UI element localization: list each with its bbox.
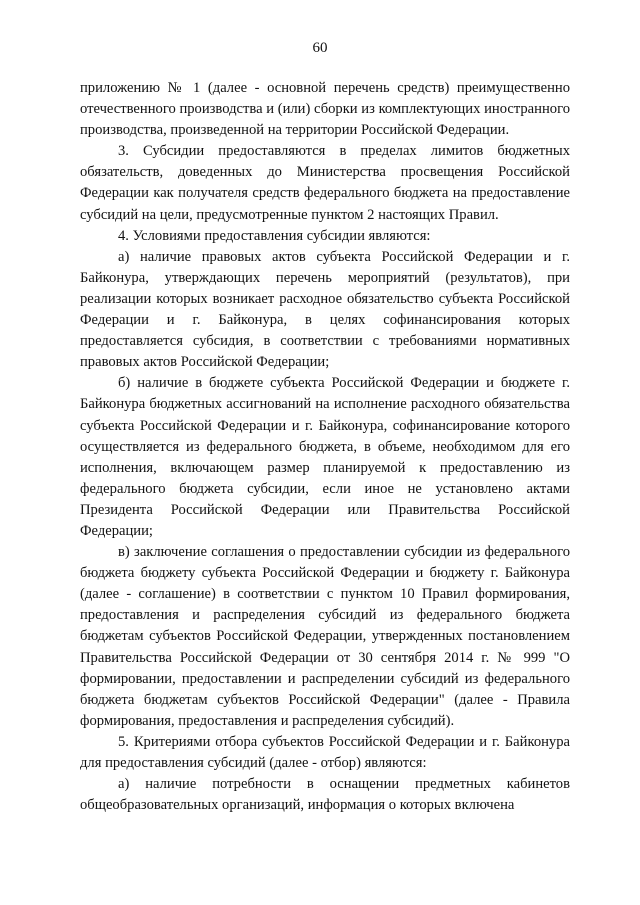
paragraph-clause-4b: б) наличие в бюджете субъекта Российской Федерации и бюджете г. Байконура бюджетных ассигнований на исполнение расходного обязательства субъекта Российской Федерации и г. Байконура, софинансирование которого осуществляется из федерального бюджета, в объеме, необходимом для его исполнения, включающем размер планируемой к предоставлению из федерального бюджета субсидии, если иное не установлено актами Президента Российской Федерации или Правительства Российской Федерации; — [80, 375, 570, 539]
paragraph-clause-5: 5. Критериями отбора субъектов Российской Федерации и г. Байконура для предоставления субсидий (далее - отбор) являются: — [80, 733, 570, 771]
paragraph-clause-5a: а) наличие потребности в оснащении предметных кабинетов общеобразовательных организаций, информация о которых включена — [80, 776, 570, 814]
page-number: 60 — [312, 40, 328, 56]
paragraph-continuation: приложению № 1 (далее - основной перечень средств) преимущественно отечественного производства и (или) сборки из комплектующих иностранного производства, произведенной на территории Российской Федерации. — [80, 80, 570, 139]
paragraph-clause-4: 4. Условиями предоставления субсидии являются: — [118, 227, 431, 244]
paragraph-clause-3: 3. Субсидии предоставляются в пределах лимитов бюджетных обязательств, доведенных до Министерства просвещения Российской Федерации как получателя средств федерального бюджета на предоставление субсидий на цели, предусмотренные пунктом 2 настоящих Правил. — [80, 143, 570, 223]
paragraph-clause-4v: в) заключение соглашения о предоставлении субсидии из федерального бюджета бюджету субъекта Российской Федерации и бюджету г. Байконура (далее - соглашение) в соответствии с пунктом 10 Правил формирования, предоставления и распределения субсидий из федерального бюджета бюджетам субъектов Российской Федерации, утвержденных постановлением Правительства Российской Федерации от 30 сентября 2014 г. № 999 "О формировании, предоставлении и распределении субсидий из федерального бюджета бюджетам субъектов Российской Федерации" (далее - Правила формирования, предоставления и распределения субсидий). — [80, 544, 570, 729]
body-text — [80, 78, 570, 816]
paragraph-clause-4a: а) наличие правовых актов субъекта Российской Федерации и г. Байконура, утверждающих перечень мероприятий (результатов), при реализации которых возникает расходное обязательство субъекта Российской Федерации и г. Байконура, в целях софинансирования которых предоставляется субсидия, в соответствии с требованиями нормативных правовых актов Российской Федерации; — [80, 248, 570, 371]
